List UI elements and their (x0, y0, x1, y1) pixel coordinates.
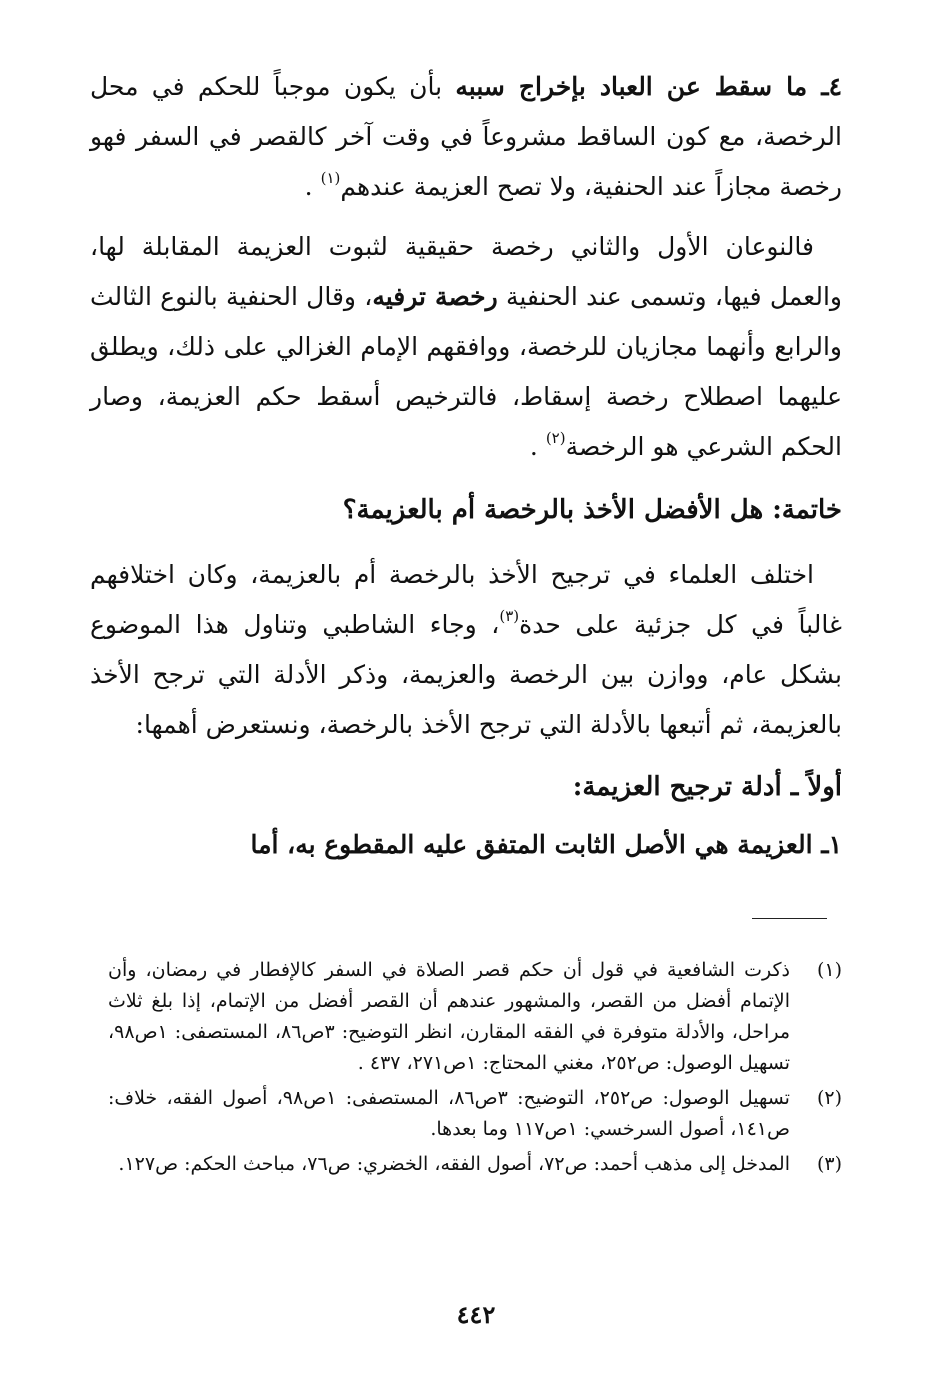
types-bold-term: رخصة ترفيه (372, 282, 498, 311)
item-4-tail: . (304, 172, 321, 201)
types-text-1: فالنوعان الأول والثاني رخصة حقيقية لثبوت العزيمة المقابلة لها، والعمل فيها، وتسمى عند الحنفية (90, 232, 842, 311)
footnote-text: تسهيل الوصول: ص٢٥٢، التوضيح: ٣ص٨٦، المستصفى: ١ص٩٨، أصول الفقه، خلاف: ص١٤١، أصول السرخسي: ١ص١١٧ وما بعدها. (108, 1087, 790, 1140)
footnote-divider (752, 918, 827, 919)
footnote-2 (108, 1083, 842, 1145)
main-text (90, 62, 842, 870)
footnote-ref-1[interactable]: (١) (320, 169, 341, 187)
footnotes (108, 955, 842, 1184)
paragraph-disagreement (90, 550, 842, 750)
footnote-ref-2[interactable]: (٢) (545, 429, 566, 447)
footnote-number: (٣) (816, 1153, 842, 1175)
footnote-ref-3[interactable]: (٣) (499, 607, 520, 625)
section-heading: خاتمة: هل الأفضل الأخذ بالرخصة أم بالعزيمة؟ (342, 495, 842, 525)
footnote-number: (١) (816, 959, 842, 981)
disagreement-text-2: ، وجاء الشاطبي وتناول هذا الموضوع بشكل عام، ووازن بين الرخصة والعزيمة، وذكر الأدلة التي ترجح الأخذ بالعزيمة، ثم أتبعها بالأدلة التي ترجح الأخذ بالرخصة، ونستعرض أهمها: (90, 610, 842, 739)
item-4-lead: ٤ـ ما سقط عن العباد بإخراج سببه (455, 72, 842, 101)
paragraph-item-4 (90, 62, 842, 212)
paragraph-types (90, 222, 842, 472)
types-tail: . (529, 432, 546, 461)
footnote-text: ذكرت الشافعية في قول أن حكم قصر الصلاة في السفر كالإفطار في رمضان، وأن الإتمام أفضل من القصر، والمشهور عندهم أن القصر أفضل من الإتمام، إذا بلغ ثلاث مراحل، والأدلة متوفرة في الفقه المقارن، انظر التوضيح: ٣ص٨٦، المستصفى: ١ص٩٨، تسهيل الوصول: ص٢٥٢، مغني المحتاج: ١ص٢٧١، ٤٣٧ . (108, 959, 790, 1074)
sub-heading: أولاً ـ أدلة ترجيح العزيمة: (572, 772, 842, 802)
footnote-3 (108, 1149, 842, 1180)
evidence-item-1: ١ـ العزيمة هي الأصل الثابت المتفق عليه المقطوع به، أما (250, 830, 842, 859)
page-number: ٤٤٢ (456, 1300, 496, 1329)
types-text-2: ، وقال الحنفية بالنوع الثالث والرابع وأنهما مجازيان للرخصة، ووافقهم الإمام الغزالي على ذلك، ويطلق عليهما اصطلاح رخصة إسقاط، فالترخيص أسقط حكم العزيمة، وصار الحكم الشرعي هو الرخصة (90, 282, 842, 461)
footnote-1 (108, 955, 842, 1079)
footnote-text: المدخل إلى مذهب أحمد: ص٧٢، أصول الفقه، الخضري: ص٧٦، مباحث الحكم: ص١٢٧. (118, 1153, 790, 1175)
footnote-number: (٢) (816, 1087, 842, 1109)
item-4-text: بأن يكون موجباً للحكم في محل الرخصة، مع كون الساقط مشروعاً في وقت آخر كالقصر في السفر فهو رخصة مجازاً عند الحنفية، ولا تصح العزيمة عندهم (90, 72, 842, 201)
disagreement-text-1: اختلف العلماء في ترجيح الأخذ بالرخصة أم بالعزيمة، وكان اختلافهم غالباً في كل جزئية على حدة (90, 560, 843, 639)
